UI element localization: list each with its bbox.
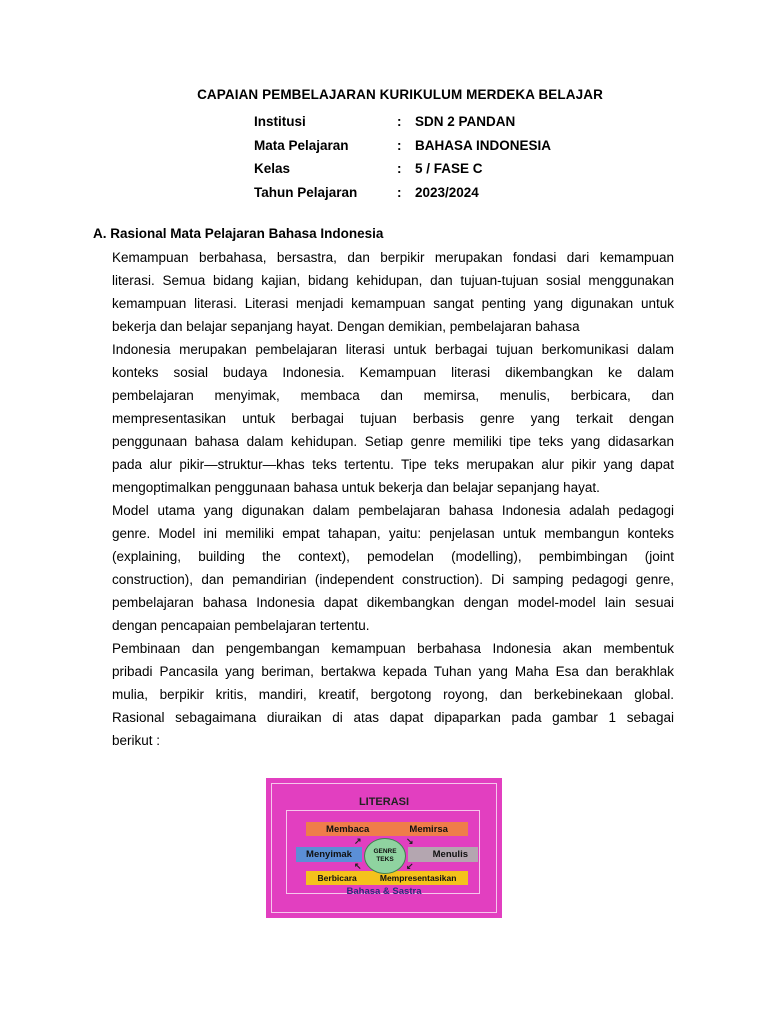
arrow-up-right-icon: ↗ xyxy=(354,836,362,846)
diagram-center-line2: TEKS xyxy=(376,856,394,863)
document-title: CAPAIAN PEMBELAJARAN KURIKULUM MERDEKA BELAJAR xyxy=(197,87,603,102)
paragraph-line: kemampuan literasi. Literasi menjadi kemampuan sangat penting yang digunakan untuk xyxy=(112,296,674,311)
section-heading: A. Rasional Mata Pelajaran Bahasa Indonesia xyxy=(93,226,384,241)
paragraph-line: mulia, berpikir kritis, mandiri, kreatif, bergotong royong, dan berkebinekaan global. xyxy=(112,687,674,702)
info-colon: : xyxy=(397,137,402,153)
paragraph-line: pada alur pikir—struktur—khas teks tertentu. Tipe teks merupakan alur pikir yang dapat xyxy=(112,457,674,472)
arrow-down-left-icon: ↙ xyxy=(406,861,414,871)
paragraph-line: bekerja dan belajar sepanjang hayat. Dengan demikian, pembelajaran bahasa xyxy=(112,319,580,334)
info-colon: : xyxy=(397,161,402,177)
paragraph-line: (explaining, building the context), pemodelan (modelling), pembimbingan (joint xyxy=(112,549,674,564)
arrow-up-left-icon: ↖ xyxy=(354,861,362,871)
info-value: SDN 2 PANDAN xyxy=(415,114,516,130)
info-table xyxy=(254,110,551,204)
paragraph-line: pribadi Pancasila yang beriman, bertakwa kepada Tuhan yang Maha Esa dan berakhlak xyxy=(112,664,674,679)
paragraph-line: pembelajaran bahasa Indonesia dapat dikembangkan dengan model-model lain sesuai xyxy=(112,595,674,610)
info-row-tahun-pelajaran xyxy=(254,181,551,205)
diagram-footer: Bahasa & Sastra xyxy=(346,886,422,897)
diagram-label-menyimak: Menyimak xyxy=(306,849,352,860)
paragraph-line: mengoptimalkan penggunaan bahasa untuk bekerja dan belajar sepanjang hayat. xyxy=(112,480,600,495)
diagram-box-top xyxy=(306,822,468,836)
paragraph-line: Kemampuan berbahasa, bersastra, dan berpikir merupakan fondasi dari kemampuan xyxy=(112,250,674,265)
info-colon: : xyxy=(397,114,402,130)
paragraph-line: construction), dan pemandirian (independent construction). Di samping pedagogi genre, xyxy=(112,572,674,587)
section-body xyxy=(112,246,674,752)
paragraph-line: genre. Model ini memiliki empat tahapan, yaitu: penjelasan untuk membangun konteks xyxy=(112,526,674,541)
info-row-mata-pelajaran xyxy=(254,134,551,158)
diagram-box-right xyxy=(408,847,478,862)
paragraph-line: Rasional sebagaimana diuraikan di atas dapat dipaparkan pada gambar 1 sebagai xyxy=(112,710,674,725)
info-key: Mata Pelajaran xyxy=(254,137,349,153)
diagram-label-mempresentasikan: Mempresentasikan xyxy=(379,873,457,883)
diagram-center-circle xyxy=(364,838,406,874)
paragraph-line: penggunaan bahasa dalam kehidupan. Setiap genre memiliki tipe teks yang didasarkan xyxy=(112,434,674,449)
diagram-label-memirsa: Memirsa xyxy=(409,823,448,835)
info-value: BAHASA INDONESIA xyxy=(415,137,552,153)
diagram-center-line1: GENRE xyxy=(373,848,397,855)
info-key: Kelas xyxy=(254,161,291,177)
info-row-institusi xyxy=(254,110,551,134)
paragraph-line: pembelajaran menyimak, membaca dan memirsa, menulis, berbicara, dan xyxy=(112,388,674,403)
info-value: 5 / FASE C xyxy=(415,161,483,177)
paragraph-line: konteks sosial budaya Indonesia. Kemampuan literasi dikembangkan ke dalam xyxy=(112,365,674,380)
diagram-title: LITERASI xyxy=(358,796,410,808)
info-key: Institusi xyxy=(254,114,306,130)
info-key: Tahun Pelajaran xyxy=(254,184,358,200)
diagram-label-menulis: Menulis xyxy=(432,849,468,860)
paragraph-line: berikut : xyxy=(112,733,161,748)
literasi-diagram xyxy=(266,778,502,918)
paragraph-line: Model utama yang digunakan dalam pembelajaran bahasa Indonesia adalah pedagogi xyxy=(112,503,674,518)
diagram-box-left xyxy=(296,847,362,862)
paragraph-line: dengan pencapaian pembelajaran tertentu. xyxy=(112,618,370,633)
diagram-label-membaca: Membaca xyxy=(326,823,370,835)
info-value: 2023/2024 xyxy=(415,184,479,200)
paragraph-line: mempresentasikan untuk berbagai tujuan berbasis genre yang terkait dengan xyxy=(112,411,674,426)
info-colon: : xyxy=(397,184,402,200)
diagram-label-berbicara: Berbicara xyxy=(317,873,357,883)
info-row-kelas xyxy=(254,157,551,181)
paragraph-line: Pembinaan dan pengembangan kemampuan berbahasa Indonesia akan membentuk xyxy=(112,641,674,656)
paragraph-line: literasi. Semua bidang kajian, bidang kehidupan, dan tujuan-tujuan sosial menggunakan xyxy=(112,273,674,288)
arrow-down-right-icon: ↘ xyxy=(406,836,414,846)
paragraph-line: Indonesia merupakan pembelajaran literasi untuk berbagai tujuan berkomunikasi dalam xyxy=(112,342,674,357)
